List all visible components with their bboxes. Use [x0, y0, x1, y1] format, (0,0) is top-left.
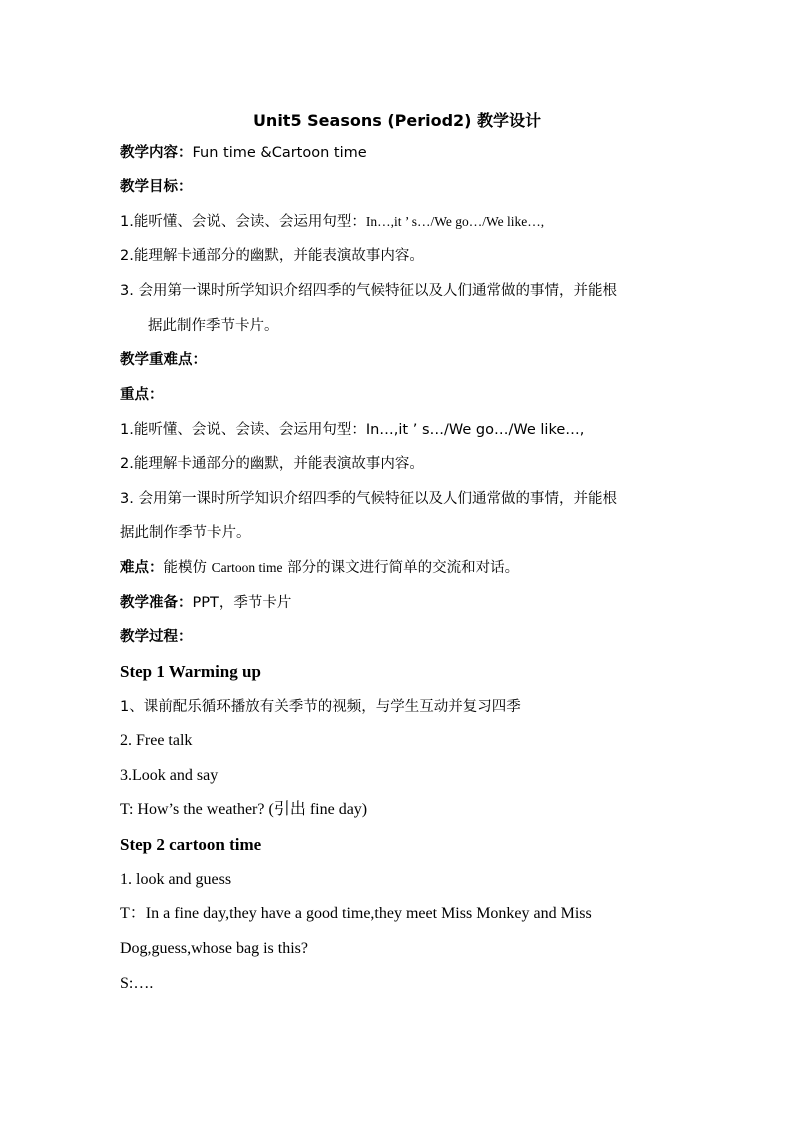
objective-2: 2.能理解卡通部分的幽默，并能表演故事内容。	[120, 248, 424, 264]
objective-1-prefix: 1.能听懂、会说、会读、会运用句型：	[120, 214, 366, 230]
objective-3-line2: 据此制作季节卡片。	[148, 318, 279, 334]
preparation-value: PPT，季节卡片	[192, 595, 292, 611]
key-item-3-line1: 3. 会用第一课时所学知识介绍四季的气候特征以及人们通常做的事情，并能根	[120, 491, 617, 507]
step1-item-1: 1、课前配乐循环播放有关季节的视频，与学生互动并复习四季	[120, 699, 521, 715]
objective-1-pattern: In…,it ’ s…/We go…/We like…,	[365, 214, 545, 229]
content-line	[120, 143, 367, 163]
difficult-text-1: 能模仿	[163, 560, 212, 576]
preparation-label: 教学准备：	[120, 595, 193, 611]
content-value: Fun time &Cartoon time	[192, 145, 367, 161]
difficult-english: Cartoon time	[211, 560, 283, 575]
step2-item-1: 1. look and guess	[120, 871, 232, 888]
key-item-2: 2.能理解卡通部分的幽默，并能表演故事内容。	[120, 456, 424, 472]
step1-item-3: 3.Look and say	[120, 767, 219, 784]
step2-teacher-line1: T：In a fine day,they have a good time,they meet Miss Monkey and Miss	[120, 905, 592, 922]
step1-heading: Step 1 Warming up	[120, 662, 261, 681]
process-label: 教学过程：	[120, 629, 193, 645]
document-title: Unit5 Seasons (Period2) 教学设计	[252, 111, 542, 130]
key-difficult-label: 教学重难点：	[120, 352, 207, 368]
step2-student-line: S:….	[120, 975, 154, 992]
objective-1	[120, 212, 544, 232]
difficult-text-2: 部分的课文进行简单的交流和对话。	[282, 560, 520, 576]
content-label: 教学内容：	[120, 145, 193, 161]
preparation-line	[120, 593, 291, 613]
objectives-label: 教学目标：	[120, 179, 193, 195]
difficult-line	[120, 558, 519, 578]
step2-teacher-line2: Dog,guess,whose bag is this?	[120, 940, 308, 957]
step1-item-2: 2. Free talk	[120, 732, 193, 749]
key-label: 重点：	[120, 387, 164, 403]
step2-heading: Step 2 cartoon time	[120, 835, 262, 854]
objective-3-line1: 3. 会用第一课时所学知识介绍四季的气候特征以及人们通常做的事情，并能根	[120, 283, 617, 299]
key-item-1: 1.能听懂、会说、会读、会运用句型：In…,it ’ s…/We go…/We like…,	[120, 422, 585, 438]
step1-teacher-line: T: How’s the weather? (引出 fine day)	[120, 801, 368, 818]
key-item-3-line2: 据此制作季节卡片。	[120, 525, 251, 541]
difficult-label: 难点：	[120, 560, 164, 576]
